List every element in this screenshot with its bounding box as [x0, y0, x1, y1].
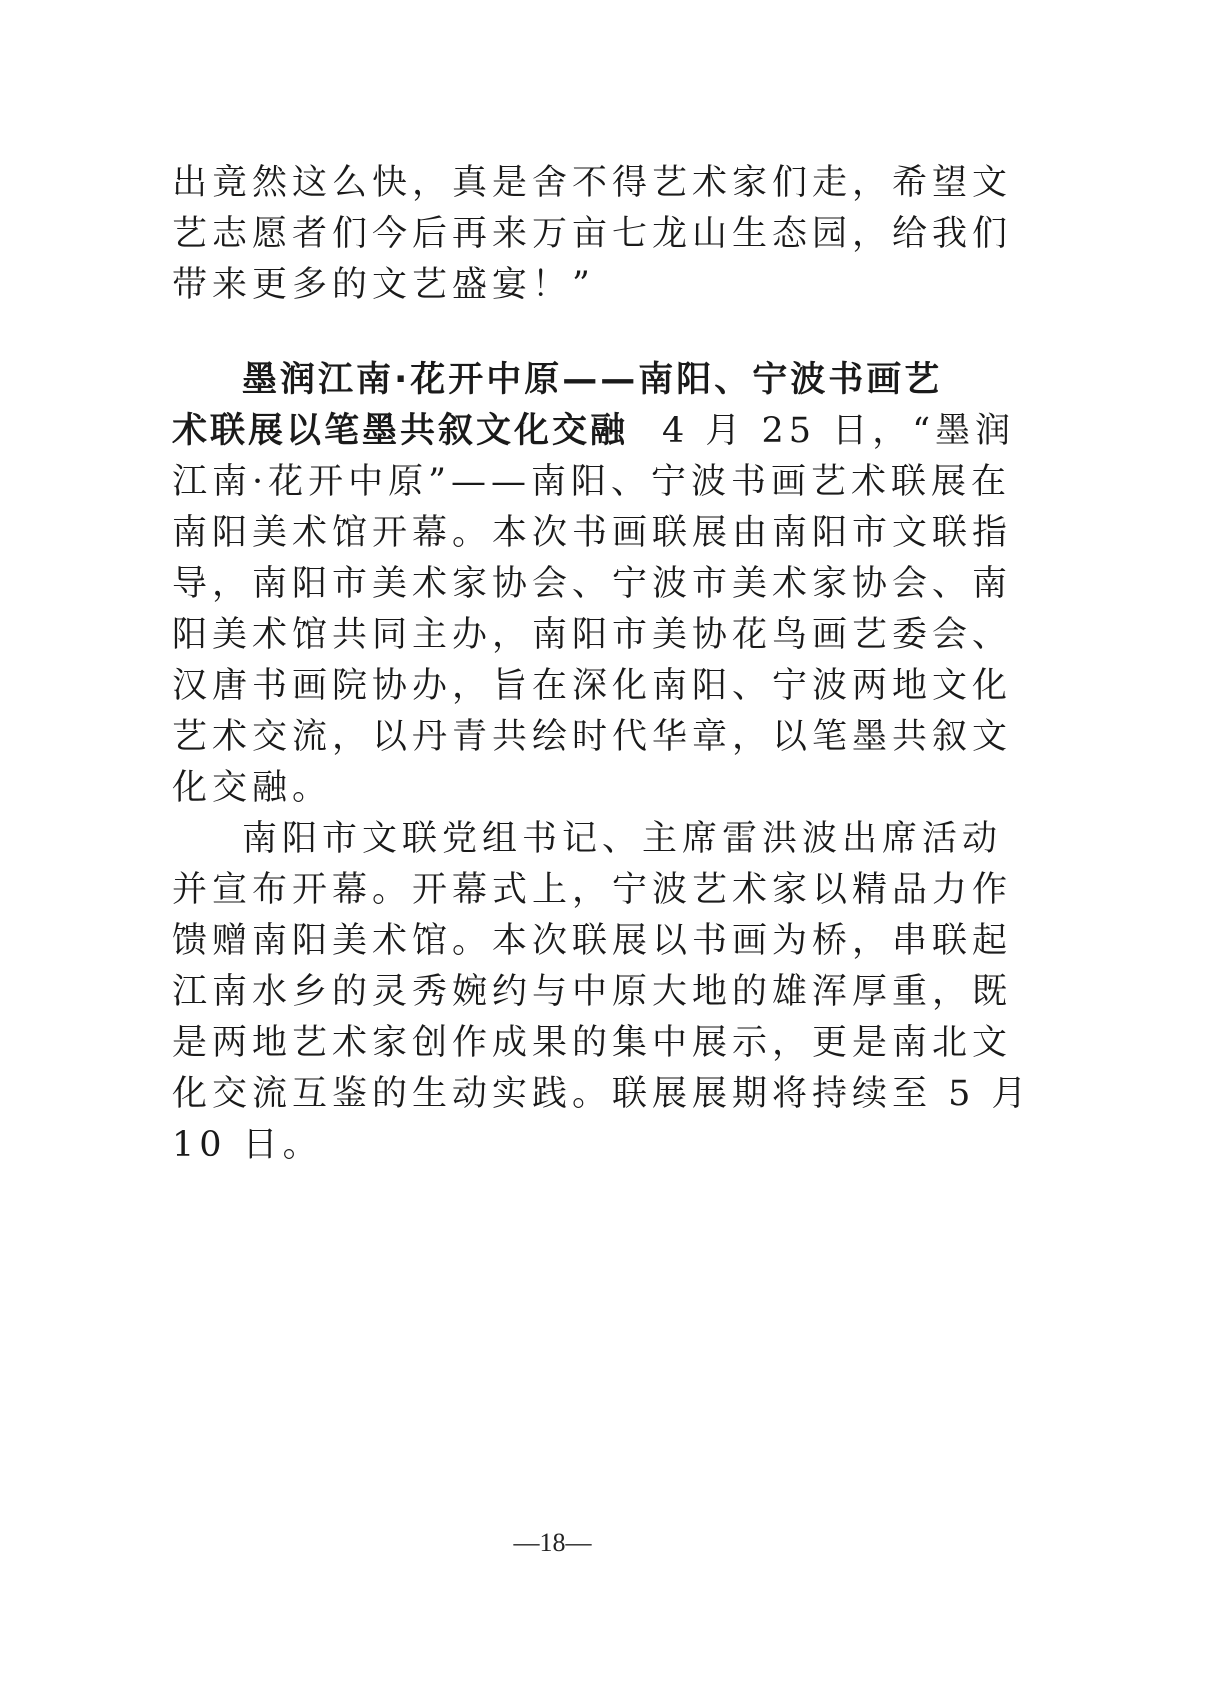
- paragraph-quote-ending: [172, 158, 1013, 311]
- text-line: 南阳美术馆开幕。本次书画联展由南阳市文联指: [172, 513, 1013, 553]
- text-line: [172, 406, 1016, 457]
- text-line: 馈赠南阳美术馆。本次联展以书画为桥，串联起: [172, 921, 1013, 961]
- text-line: 南阳市文联党组书记、主席雷洪波出席活动: [242, 819, 1003, 859]
- text-line: 化交流互鉴的生动实践。联展展期将持续至 5 月: [172, 1074, 1032, 1114]
- text-line: 带来更多的文艺盛宴！”: [172, 265, 595, 305]
- text-line: 汉唐书画院协办，旨在深化南阳、宁波两地文化: [172, 666, 1013, 706]
- text-line: 江南·花开中原”——南阳、宁波书画艺术联展在: [172, 462, 1012, 502]
- page-number: —18—: [513, 1528, 592, 1557]
- section-heading-continued: 术联展以笔墨共叙文化交融: [172, 411, 629, 451]
- text-line: 导，南阳市美术家协会、宁波市美术家协会、南: [172, 564, 1013, 604]
- body-text: [172, 158, 1032, 1171]
- text-line: 并宣布开幕。开幕式上，宁波艺术家以精品力作: [172, 870, 1013, 910]
- text-line: 化交融。: [172, 768, 333, 808]
- paragraph-opening-ceremony: [172, 814, 1032, 1171]
- paragraph-exhibition-news: [172, 355, 1016, 814]
- text-line: 阳美术馆共同主办，南阳市美协花鸟画艺委会、: [172, 615, 1013, 655]
- text-line: 艺志愿者们今后再来万亩七龙山生态园，给我们: [172, 214, 1013, 254]
- text-line: 是两地艺术家创作成果的集中展示，更是南北文: [172, 1023, 1013, 1063]
- text-segment: 4 月 25 日，“墨润: [662, 411, 1016, 451]
- paragraph-gap: [172, 311, 942, 355]
- section-heading: 墨润江南·花开中原——南阳、宁波书画艺: [242, 360, 943, 400]
- text-line: 艺术交流，以丹青共绘时代华章，以笔墨共叙文: [172, 717, 1013, 757]
- text-line: 出竟然这么快，真是舍不得艺术家们走，希望文: [172, 163, 1013, 203]
- text-line: 江南水乡的灵秀婉约与中原大地的雄浑厚重，既: [172, 972, 1013, 1012]
- text-line: 10 日。: [172, 1125, 323, 1165]
